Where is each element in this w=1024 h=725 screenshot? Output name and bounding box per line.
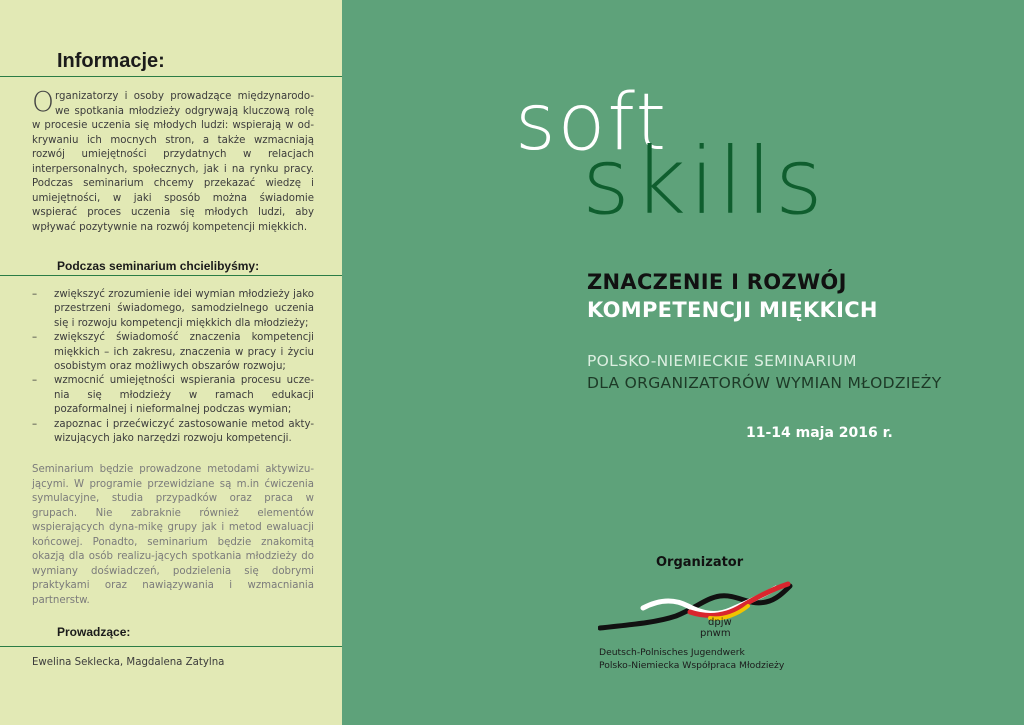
title-line-2: KOMPETENCJI MIĘKKICH [587, 298, 878, 322]
title-line-1: ZNACZENIE I ROZWÓJ [587, 270, 847, 294]
info-heading: Informacje: [57, 50, 165, 72]
goal-text: zapoznac i przećwiczyć zastosowanie metod akty-wizujących jako narzędzi rozwoju kompetencji. [54, 418, 314, 445]
list-item [32, 418, 314, 447]
soft-logo-text: soft [515, 78, 669, 168]
logo-acronyms [700, 617, 732, 639]
organizer-label: Organizator [656, 555, 744, 570]
logo-acronym-pl: pnwm [700, 628, 731, 639]
subtitle-line-2: DLA ORGANIZATORÓW WYMIAN MŁODZIEŻY [587, 374, 942, 392]
info-heading-rule [0, 76, 342, 77]
skills-logo-text: skills [582, 128, 826, 235]
bullet-dash: – [32, 418, 38, 430]
leaders-heading: Prowadzące: [57, 625, 131, 639]
methods-paragraph: Seminarium będzie prowadzone metodami aktywizu-jącymi. W programie przewidziane są m.in ćwiczenia symulacyjne, studia przypadków oraz praca w grupach. Nie zabraknie również elementów wspierających dyna-mikę grupy jak i metod ewaluacji końcowej. Ponadto, seminarium będzie znakomitą okazją dla osób realizu-jących spotkania młodzieży do wymiany doświadczeń, podzielenia się dobrymi praktykami oraz nawiązywania i wzmacniania partnerstw. [32, 464, 314, 606]
goals-list [32, 288, 314, 446]
bullet-dash: – [32, 332, 38, 344]
leaders-heading-rule [0, 646, 342, 647]
dpjw-wave-logo-icon [598, 578, 793, 638]
leaders-names: Ewelina Seklecka, Magdalena Zatylna [32, 657, 225, 668]
goals-heading-rule [0, 275, 342, 276]
event-date: 11-14 maja 2016 r. [746, 425, 893, 441]
bullet-dash: – [32, 375, 38, 387]
organizer-name-de: Deutsch-Polnisches Jugendwerk [599, 647, 745, 658]
list-item [32, 374, 314, 417]
goal-text: wzmocnić umiejętności wspierania procesu ucze-nia się młodzieży w ramach edukacji pozaformalnej i nieformalnej podczas wymian; [54, 375, 314, 416]
intro-text: rganizatorzy i osoby prowadzące międzynarodo-we spotkania młodzieży odgrywają kluczową rolę w procesie uczenia się młodych ludzi: wspierają w od-krywaniu ich mocnych stron, a także wzmacniają rozwój umiejętności przydatnych w relacjach interpersonalnych, społecznych, jak i na rynku pracy. Podczas seminarium chcemy przekazać wiedzę i umiejętności, w jaki sposób można świadomie wspierać proces uczenia się młodych ludzi, aby wpływać pozytywnie na rozwój kompetencji miękkich. [32, 91, 314, 233]
dropcap-letter: O [32, 85, 55, 118]
goals-heading: Podczas seminarium chcielibyśmy: [57, 259, 260, 273]
goal-text: zwiększyć zrozumienie idei wymian młodzieży jako przestrzeni świadomego, samodzielnego uczenia się i rozwoju kompetencji miękkich dla młodzieży; [54, 289, 314, 329]
bullet-dash: – [32, 289, 38, 300]
organizer-name-pl: Polsko-Niemiecka Współpraca Młodzieży [599, 660, 785, 671]
list-item [32, 288, 314, 331]
subtitle-line-1: POLSKO-NIEMIECKIE SEMINARIUM [587, 352, 857, 370]
logo-acronym-de: dpjw [708, 617, 732, 628]
intro-paragraph [32, 85, 314, 235]
info-panel [0, 0, 342, 725]
list-item [32, 331, 314, 374]
goal-text: zwiększyć świadomość znaczenia kompetencji miękkich – ich zakresu, znaczenia w pracy i życiu osobistym oraz możliwych obszarów rozwoju; [54, 332, 314, 373]
